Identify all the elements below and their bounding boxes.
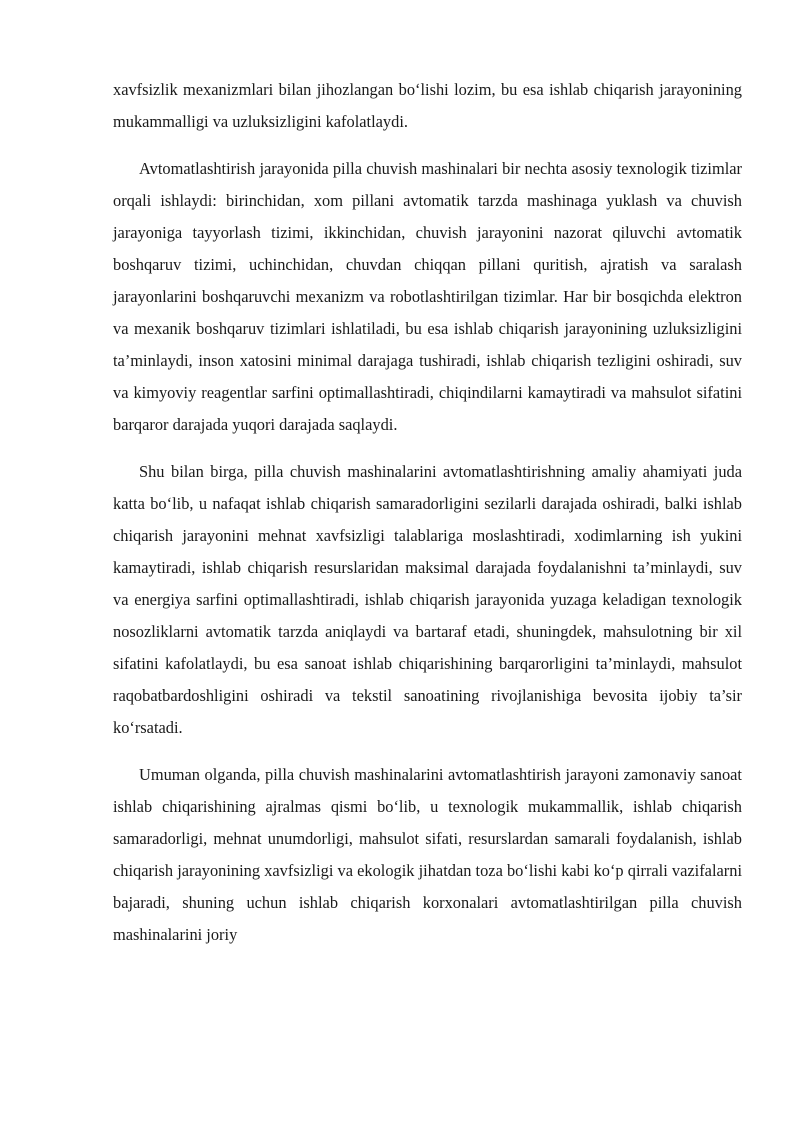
paragraph-2: Avtomatlashtirish jarayonida pilla chuvish mashinalari bir nechta asosiy texnologik tizimlar orqali ishlaydi: birinchidan, xom pillani avtomatik tarzda mashinaga yuklash va chuvish jarayoniga tayyorlash tizimi, ikkinchidan, chuvish jarayonini nazorat qiluvchi avtomatik boshqaruv tizimi, uchinchidan, chuvdan chiqqan pillani quritish, ajratish va saralash jarayonlarini boshqaruvchi mexanizm va robotlashtirilgan tizimlar. Har bir bosqichda elektron va mexanik boshqaruv tizimlari ishlatiladi, bu esa ishlab chiqarish jarayonining uzluksizligini ta’minlaydi, inson xatosini minimal darajaga tushiradi, ishlab chiqarish tezligini oshiradi, suv va kimyoviy reagentlar sarfini optimallashtiradi, chiqindilarni kamaytiradi va mahsulot sifatini barqaror darajada yuqori darajada saqlaydi. <box>113 159 742 434</box>
paragraph-3: Shu bilan birga, pilla chuvish mashinalarini avtomatlashtirishning amaliy ahamiyati juda katta bo‘lib, u nafaqat ishlab chiqarish samaradorligini sezilarli darajada oshiradi, balki ishlab chiqarish jarayonini mehnat xavfsizligi talablariga moslashtiradi, xodimlarning ish yukini kamaytiradi, ishlab chiqarish resurslaridan maksimal darajada foydalanishni ta’minlaydi, suv va energiya sarfini optimallashtiradi, ishlab chiqarish jarayonida yuzaga keladigan texnologik nosozliklarni avtomatik tarzda aniqlaydi va bartaraf etadi, shuningdek, mahsulotning bir xil sifatini kafolatlaydi, bu esa sanoat ishlab chiqarishining barqarorligini ta’minlaydi, mahsulot raqobatbardoshligini oshiradi va tekstil sanoatining rivojlanishiga bevosita ijobiy ta’sir ko‘rsatadi. <box>113 462 742 737</box>
paragraph-4: Umuman olganda, pilla chuvish mashinalarini avtomatlashtirish jarayoni zamonaviy sanoat ishlab chiqarishining ajralmas qismi bo‘lib, u texnologik mukammallik, ishlab chiqarish samaradorligi, mehnat unumdorligi, mahsulot sifati, resurslardan samarali foydalanish, ishlab chiqarish jarayonining xavfsizligi va ekologik jihatdan toza bo‘lishi kabi ko‘p qirrali vazifalarni bajaradi, shuning uchun ishlab chiqarish korxonalari avtomatlashtirilgan pilla chuvish mashinalarini joriy <box>113 765 742 944</box>
paragraph-1: xavfsizlik mexanizmlari bilan jihozlangan bo‘lishi lozim, bu esa ishlab chiqarish jarayonining mukammalligi va uzluksizligini kafolatlaydi. <box>113 80 742 131</box>
